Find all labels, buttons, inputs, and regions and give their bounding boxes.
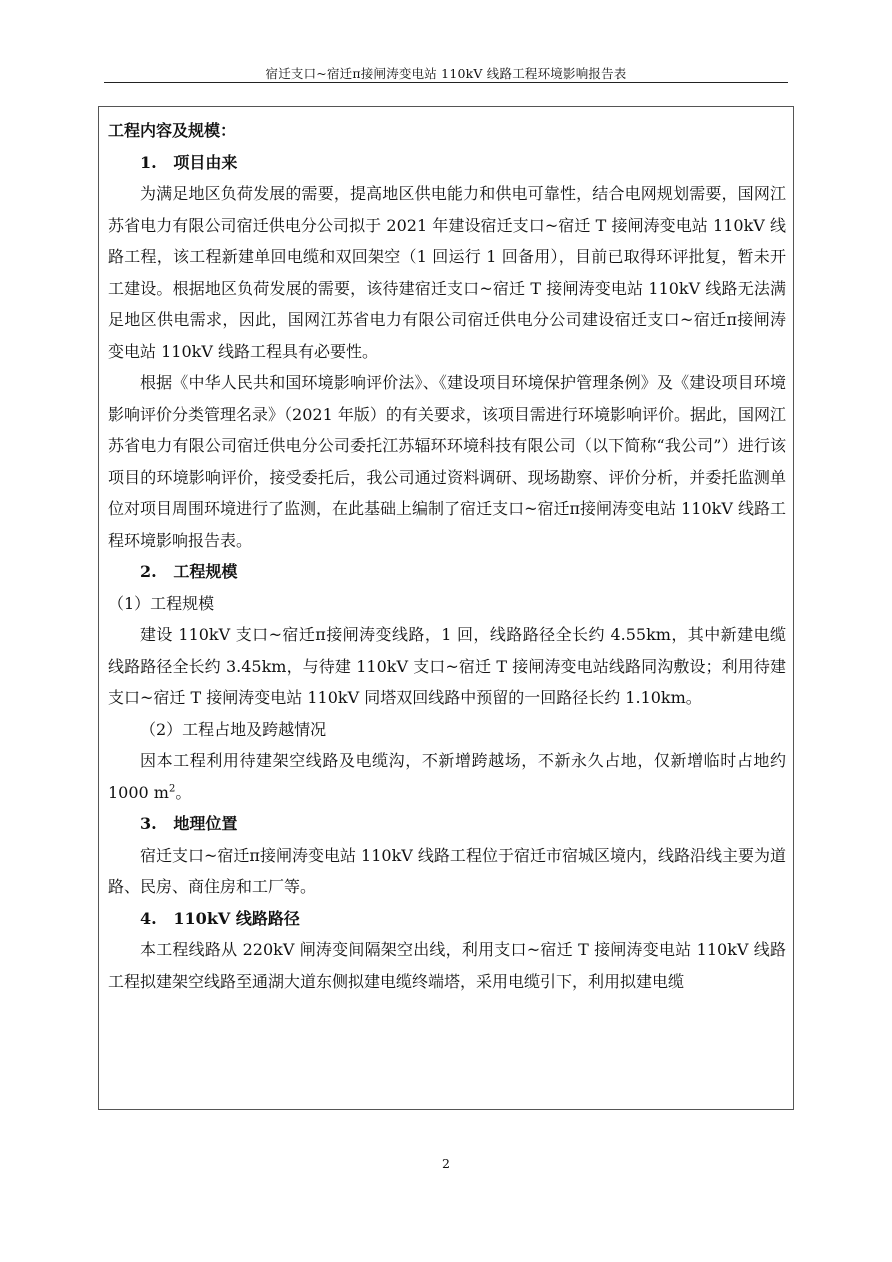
- subsection-1-title: （1）工程规模: [108, 593, 215, 613]
- paragraph-4-superscript: 2: [168, 783, 176, 795]
- paragraph-4-end: 。: [175, 782, 192, 802]
- section-3-title: 3. 地理位置: [140, 814, 238, 833]
- page-number: 2: [442, 1156, 450, 1171]
- paragraph-2: 根据《中华人民共和国环境影响评价法》、《建设项目环境保护管理条例》及《建设项目环境影响评价分类管理名录》（2021 年版）的有关要求，该项目需进行环境影响评价。据此，国网江苏省电力有限公司宿迁供电分公司委托江苏辐环环境科技有限公司（以下简称“我公司”）进行该项目的环境影响评价，接受委托后，我公司通过资料调研、现场勘察、评价分析，并委托监测单位对项目周围环境进行了监测，在此基础上编制了宿迁支口~宿迁π接闸涛变电站 110kV 线路工程环境影响报告表。: [108, 373, 786, 550]
- section-1-title: 1. 项目由来: [140, 152, 238, 172]
- paragraph-4: [108, 745, 786, 808]
- content-box: [98, 106, 794, 1110]
- content: [108, 115, 786, 997]
- section-4-title: 4. 110kV 线路路径: [140, 908, 300, 928]
- paragraph-1: 为满足地区负荷发展的需要，提高地区供电能力和供电可靠性，结合电网规划需要，国网江苏省电力有限公司宿迁供电分公司拟于 2021 年建设宿迁支口~宿迁 T 接闸涛变电站 110kV 线路工程，该工程新建单回电缆和双回架空（1 回运行 1 回备用），目前已取得环评批复，暂未开工建设。根据地区负荷发展的需要，该待建宿迁支口~宿迁 T 接闸涛变电站 110kV 线路无法满足地区供电需求，因此，国网江苏省电力有限公司宿迁供电分公司建设宿迁支口~宿迁π接闸涛变电站 110kV 线路工程具有必要性。: [108, 184, 786, 361]
- section-heading: 工程内容及规模：: [108, 121, 237, 140]
- paragraph-5: 宿迁支口~宿迁π接闸涛变电站 110kV 线路工程位于宿迁市宿城区境内，线路沿线主要为道路、民房、商住房和工厂等。: [108, 845, 786, 896]
- paragraph-6: 本工程线路从 220kV 闸涛变间隔架空出线，利用支口~宿迁 T 接闸涛变电站 110kV 线路工程拟建架空线路至通湖大道东侧拟建电缆终端塔，采用电缆引下，利用拟建电缆: [108, 940, 786, 991]
- section-2-title: 2. 工程规模: [140, 562, 238, 581]
- paragraph-4-text: 因本工程利用待建架空线路及电缆沟，不新增跨越场，不新永久占地，仅新增临时占地约 1000 m: [108, 751, 786, 802]
- subsection-2-title: （2）工程占地及跨越情况: [140, 719, 327, 739]
- paragraph-3: 建设 110kV 支口~宿迁π接闸涛变线路，1 回，线路路径全长约 4.55km，其中新建电缆线路路径全长约 3.45km，与待建 110kV 支口~宿迁 T 接闸涛变电站线路同沟敷设；利用待建支口~宿迁 T 接闸涛变电站 110kV 同塔双回线路中预留的一回路径长约 1.10km。: [108, 625, 786, 707]
- page-header: 宿迁支口~宿迁π接闸涛变电站 110kV 线路工程环境影响报告表: [265, 66, 627, 81]
- header-rule: [104, 82, 788, 83]
